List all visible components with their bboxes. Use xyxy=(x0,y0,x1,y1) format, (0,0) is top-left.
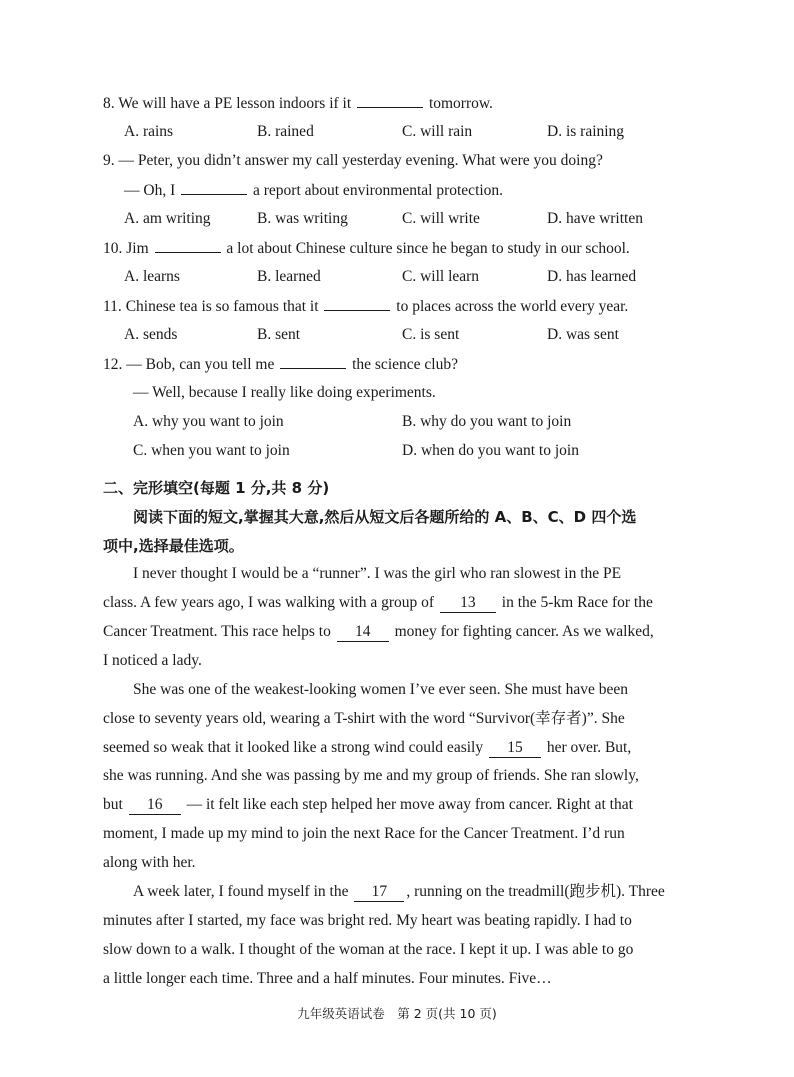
passage-line: close to seventy years old, wearing a T-shirt with the word “Survivor(幸存者)”. She xyxy=(103,710,625,727)
passage-text: A week later, I found myself in the xyxy=(133,883,349,900)
passage-line: I noticed a lady. xyxy=(103,652,202,669)
question-text: tomorrow. xyxy=(428,95,493,112)
option-c: C. when you want to join xyxy=(133,442,290,459)
question-9 xyxy=(103,151,603,171)
passage-text: in the 5-km Race for the xyxy=(501,594,653,611)
answer-blank xyxy=(357,93,423,108)
passage-text: money for fighting cancer. As we walked, xyxy=(394,623,654,640)
question-text: — Peter, you didn’t answer my call yesterday evening. What were you doing? xyxy=(118,152,603,169)
option-d: D. is raining xyxy=(547,123,625,140)
question-text: a report about environmental protection. xyxy=(252,182,504,199)
passage-line: She was one of the weakest-looking women I’ve ever seen. She must have been xyxy=(133,681,628,698)
passage-line xyxy=(103,738,631,758)
option-d: D. when do you want to join xyxy=(402,442,579,459)
passage-line: slow down to a walk. I thought of the woman at the race. I kept it up. I was able to go xyxy=(103,941,634,958)
question-text: to places across the world every year. xyxy=(396,298,629,315)
question-10 xyxy=(103,238,630,259)
option-c: C. will rain xyxy=(402,123,473,140)
option-b: B. was writing xyxy=(257,210,348,227)
question-12 xyxy=(103,354,458,375)
passage-text: — it felt like each step helped her move away from cancer. Right at that xyxy=(186,796,633,813)
question-number: 10. xyxy=(103,240,123,257)
passage-line: minutes after I started, my face was bright red. My heart was beating rapidly. I had to xyxy=(103,912,632,929)
passage-line: a little longer each time. Three and a half minutes. Four minutes. Five… xyxy=(103,970,552,987)
question-text: — Bob, can you tell me xyxy=(126,356,275,373)
option-d: D. was sent xyxy=(547,326,619,343)
question-11 xyxy=(103,296,628,317)
passage-line xyxy=(103,622,654,642)
option-b: B. sent xyxy=(257,326,301,343)
option-a: A. am writing xyxy=(124,210,211,227)
cloze-blank-15: 15 xyxy=(489,739,541,758)
answer-blank xyxy=(280,354,346,369)
question-text: We will have a PE lesson indoors if it xyxy=(118,95,352,112)
passage-line: moment, I made up my mind to join the next Race for the Cancer Treatment. I’d run xyxy=(103,825,625,842)
option-d: D. has learned xyxy=(547,268,637,285)
option-c: C. will write xyxy=(402,210,480,227)
option-b: B. rained xyxy=(257,123,314,140)
question-number: 8. xyxy=(103,95,115,112)
answer-blank xyxy=(324,296,390,311)
passage-line xyxy=(103,795,633,815)
passage-line: she was running. And she was passing by me and my group of friends. She ran slowly, xyxy=(103,767,639,784)
option-c: C. will learn xyxy=(402,268,480,285)
section-instruction: 项中,选择最佳选项。 xyxy=(103,537,244,555)
option-a: A. rains xyxy=(124,123,174,140)
passage-text: but xyxy=(103,796,123,813)
answer-blank xyxy=(181,180,247,195)
passage-text: Cancer Treatment. This race helps to xyxy=(103,623,331,640)
question-text: a lot about Chinese culture since he began to study in our school. xyxy=(226,240,630,257)
option-d: D. have written xyxy=(547,210,643,227)
cloze-blank-13: 13 xyxy=(440,594,496,613)
question-number: 11. xyxy=(103,298,122,315)
answer-blank xyxy=(155,238,221,253)
passage-line xyxy=(103,593,653,613)
option-a: A. why you want to join xyxy=(133,413,284,430)
passage-line: I never thought I would be a “runner”. I was the girl who ran slowest in the PE xyxy=(133,565,622,582)
question-text: Jim xyxy=(126,240,149,257)
page-footer: 九年级英语试卷 第 2 页(共 10 页) xyxy=(297,1006,497,1021)
passage-line xyxy=(133,882,665,902)
passage-line: along with her. xyxy=(103,854,196,871)
question-8 xyxy=(103,93,493,114)
question-number: 9. xyxy=(103,152,115,169)
section-instruction: 阅读下面的短文,掌握其大意,然后从短文后各题所给的 A、B、C、D 四个选 xyxy=(133,508,637,526)
option-c: C. is sent xyxy=(402,326,460,343)
option-a: A. sends xyxy=(124,326,178,343)
option-b: B. learned xyxy=(257,268,321,285)
passage-text: seemed so weak that it looked like a strong wind could easily xyxy=(103,739,484,756)
question-9-reply xyxy=(124,180,503,201)
section-title: 二、完形填空(每题 1 分,共 8 分) xyxy=(103,479,330,497)
question-12-reply: — Well, because I really like doing experiments. xyxy=(133,384,436,401)
question-text: the science club? xyxy=(352,356,458,373)
question-number: 12. xyxy=(103,356,123,373)
cloze-blank-16: 16 xyxy=(129,796,181,815)
passage-text: her over. But, xyxy=(546,739,632,756)
cloze-blank-17: 17 xyxy=(354,883,404,902)
question-text: — Oh, I xyxy=(124,182,176,199)
passage-text: , running on the treadmill(跑步机). Three xyxy=(406,883,665,900)
option-a: A. learns xyxy=(124,268,180,285)
question-text: Chinese tea is so famous that it xyxy=(125,298,319,315)
cloze-blank-14: 14 xyxy=(337,623,389,642)
option-b: B. why do you want to join xyxy=(402,413,572,430)
passage-text: class. A few years ago, I was walking with a group of xyxy=(103,594,435,611)
